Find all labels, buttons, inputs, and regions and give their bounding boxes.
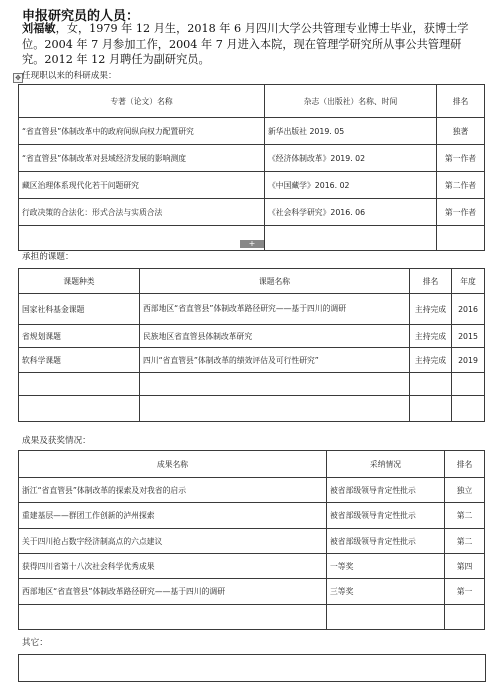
project-year-cell[interactable]: 2015 bbox=[452, 325, 485, 348]
research-publisher-cell[interactable]: 《经济体制改革》2019. 02 bbox=[265, 145, 437, 172]
awards-col-title: 成果名称 bbox=[19, 451, 327, 478]
award-title-cell[interactable]: 重建基层——群团工作创新的泸州探索 bbox=[19, 503, 327, 529]
research-col-title: 专著（论文）名称 bbox=[19, 85, 265, 118]
project-year-cell[interactable]: 2016 bbox=[452, 294, 485, 325]
table-row bbox=[19, 373, 485, 396]
table-row bbox=[19, 529, 485, 554]
research-col-rank: 排名 bbox=[437, 85, 485, 118]
other-section-label: 其它： bbox=[22, 638, 48, 648]
project-type-cell[interactable]: 国家社科基金课题 bbox=[19, 294, 140, 325]
project-year-cell[interactable] bbox=[452, 373, 485, 396]
research-table bbox=[18, 84, 485, 251]
project-name-cell[interactable]: 民族地区省直管县体制改革研究 bbox=[140, 325, 410, 348]
project-name-cell[interactable]: 西部地区“省直管县”体制改革路径研究——基于四川的调研 bbox=[140, 294, 410, 325]
table-row bbox=[19, 478, 485, 503]
projects-header-row bbox=[19, 269, 485, 294]
other-input-box[interactable] bbox=[18, 654, 486, 682]
award-title-cell[interactable]: 西部地区“省直管县”体制改革路径研究——基于四川的调研 bbox=[19, 579, 327, 605]
award-adoption-cell[interactable]: 三等奖 bbox=[327, 579, 445, 605]
applicant-intro bbox=[22, 21, 482, 68]
awards-col-rank: 排名 bbox=[445, 451, 485, 478]
table-row bbox=[19, 199, 485, 226]
project-year-cell[interactable]: 2019 bbox=[452, 348, 485, 373]
awards-section-label: 成果及获奖情况： bbox=[22, 436, 91, 446]
table-row bbox=[19, 554, 485, 579]
research-title-cell[interactable] bbox=[19, 226, 265, 251]
applicant-heading: 申报研究员的人员： bbox=[22, 9, 140, 24]
awards-col-adoption: 采纳情况 bbox=[327, 451, 445, 478]
projects-col-name: 课题名称 bbox=[140, 269, 410, 294]
research-section-label: 任现职以来的科研成果： bbox=[22, 71, 117, 81]
awards-header-row bbox=[19, 451, 485, 478]
projects-section-label: 承担的课题： bbox=[22, 252, 74, 262]
project-type-cell[interactable]: 软科学课题 bbox=[19, 348, 140, 373]
award-title-cell[interactable]: 获得四川省第十八次社会科学优秀成果 bbox=[19, 554, 327, 579]
research-title-cell[interactable]: 藏区治理体系现代化若干问题研究 bbox=[19, 172, 265, 199]
applicant-bio: ，女，1979 年 12 月生，2018 年 6 月四川大学公共管理专业博士毕业，获博士学位。2004 年 7 月参加工作，2004 年 7 月进入本院，现在管理学研究所从事公共管理研究。2012 年 12 月聘任为副研究员。 bbox=[22, 22, 469, 66]
award-title-cell[interactable]: 关于四川抢占数字经济制高点的六点建议 bbox=[19, 529, 327, 554]
research-rank-cell[interactable]: 第一作者 bbox=[437, 199, 485, 226]
project-type-cell[interactable] bbox=[19, 373, 140, 396]
table-row bbox=[19, 325, 485, 348]
table-move-handle-icon[interactable]: ✥ bbox=[13, 73, 23, 83]
table-row bbox=[19, 172, 485, 199]
add-row-button[interactable]: + bbox=[240, 240, 264, 248]
projects-col-rank: 排名 bbox=[410, 269, 452, 294]
research-publisher-cell[interactable]: 《社会科学研究》2016. 06 bbox=[265, 199, 437, 226]
award-rank-cell[interactable]: 独立 bbox=[445, 478, 485, 503]
research-publisher-cell[interactable]: 《中国藏学》2016. 02 bbox=[265, 172, 437, 199]
award-title-cell[interactable] bbox=[19, 605, 327, 630]
research-rank-cell[interactable]: 独著 bbox=[437, 118, 485, 145]
project-rank-cell[interactable] bbox=[410, 396, 452, 422]
awards-table bbox=[18, 450, 485, 630]
award-adoption-cell[interactable]: 一等奖 bbox=[327, 554, 445, 579]
project-rank-cell[interactable] bbox=[410, 373, 452, 396]
project-year-cell[interactable] bbox=[452, 396, 485, 422]
table-row bbox=[19, 294, 485, 325]
award-rank-cell[interactable]: 第二 bbox=[445, 529, 485, 554]
research-col-publisher: 杂志（出版社）名称、时间 bbox=[265, 85, 437, 118]
research-title-cell[interactable]: 行政决策的合法化：形式合法与实质合法 bbox=[19, 199, 265, 226]
table-row bbox=[19, 118, 485, 145]
projects-table bbox=[18, 268, 485, 422]
research-rank-cell[interactable] bbox=[437, 226, 485, 251]
project-name-cell[interactable] bbox=[140, 396, 410, 422]
award-rank-cell[interactable]: 第一 bbox=[445, 579, 485, 605]
table-row bbox=[19, 145, 485, 172]
award-rank-cell[interactable]: 第二 bbox=[445, 503, 485, 529]
projects-col-type: 课题种类 bbox=[19, 269, 140, 294]
award-title-cell[interactable]: 浙江“省直管县”体制改革的探索及对我省的启示 bbox=[19, 478, 327, 503]
project-type-cell[interactable]: 省规划课题 bbox=[19, 325, 140, 348]
project-rank-cell[interactable]: 主持完成 bbox=[410, 325, 452, 348]
project-name-cell[interactable]: 四川“省直管县”体制改革的绩效评估及可行性研究” bbox=[140, 348, 410, 373]
award-adoption-cell[interactable]: 被省部级领导肯定性批示 bbox=[327, 529, 445, 554]
research-title-cell[interactable]: “省直管县”体制改革中的政府间纵向权力配置研究 bbox=[19, 118, 265, 145]
project-rank-cell[interactable]: 主持完成 bbox=[410, 294, 452, 325]
award-adoption-cell[interactable]: 被省部级领导肯定性批示 bbox=[327, 503, 445, 529]
award-adoption-cell[interactable] bbox=[327, 605, 445, 630]
applicant-name: 刘福敏 bbox=[22, 21, 56, 35]
research-rank-cell[interactable]: 第二作者 bbox=[437, 172, 485, 199]
table-row bbox=[19, 605, 485, 630]
research-publisher-cell[interactable] bbox=[265, 226, 437, 251]
research-rank-cell[interactable]: 第一作者 bbox=[437, 145, 485, 172]
research-title-cell[interactable]: “省直管县”体制改革对县域经济发展的影响测度 bbox=[19, 145, 265, 172]
research-header-row bbox=[19, 85, 485, 118]
award-rank-cell[interactable] bbox=[445, 605, 485, 630]
research-publisher-cell[interactable]: 新华出版社 2019. 05 bbox=[265, 118, 437, 145]
table-row bbox=[19, 579, 485, 605]
table-row bbox=[19, 396, 485, 422]
project-type-cell[interactable] bbox=[19, 396, 140, 422]
table-row bbox=[19, 348, 485, 373]
table-row bbox=[19, 503, 485, 529]
project-name-cell[interactable] bbox=[140, 373, 410, 396]
projects-col-year: 年度 bbox=[452, 269, 485, 294]
project-rank-cell[interactable]: 主持完成 bbox=[410, 348, 452, 373]
award-adoption-cell[interactable]: 被省部级领导肯定性批示 bbox=[327, 478, 445, 503]
award-rank-cell[interactable]: 第四 bbox=[445, 554, 485, 579]
